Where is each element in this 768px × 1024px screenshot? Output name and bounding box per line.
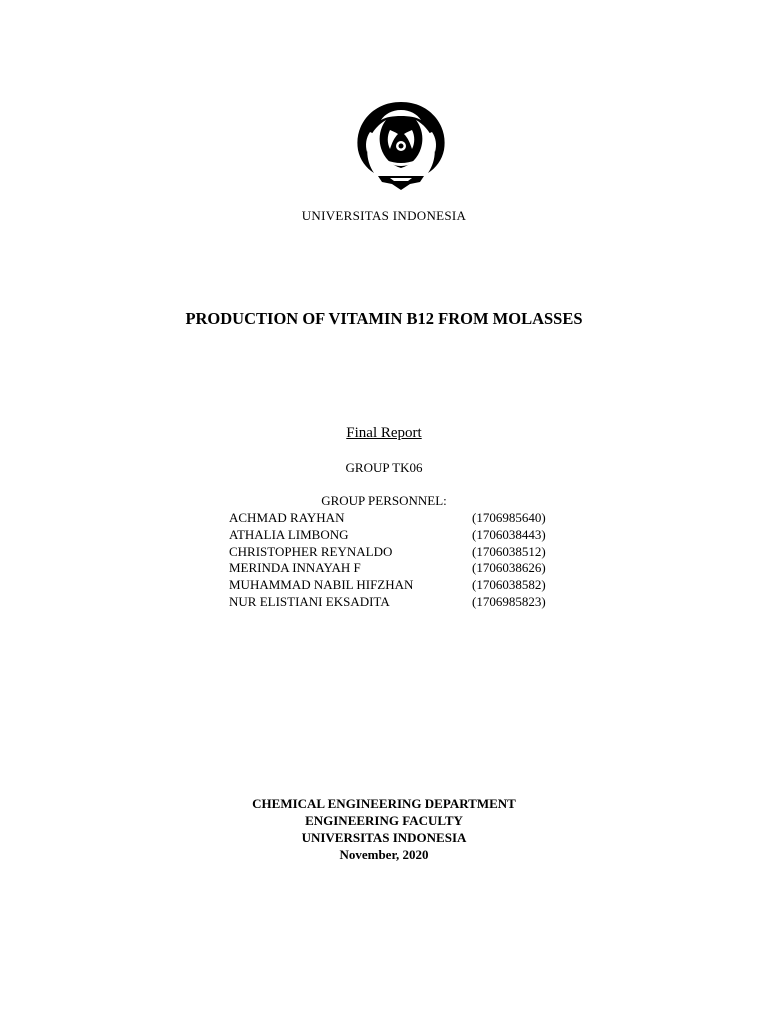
list-item [229, 510, 569, 527]
university-name: UNIVERSITAS INDONESIA [301, 208, 467, 223]
person-name: ACHMAD RAYHAN [229, 510, 345, 525]
person-name: CHRISTOPHER REYNALDO [229, 543, 393, 559]
personnel-heading: GROUP PERSONNEL: [321, 493, 447, 508]
person-name: ATHALIA LIMBONG [229, 526, 349, 542]
department-name: CHEMICAL ENGINEERING DEPARTMENT [252, 796, 516, 811]
person-id: (1706038626) [472, 560, 546, 576]
list-item [229, 527, 569, 544]
list-item [229, 560, 569, 577]
group-label: GROUP TK06 [345, 460, 423, 475]
person-name: MERINDA INNAYAH F [229, 560, 361, 576]
person-name: MUHAMMAD NABIL HIFZHAN [229, 577, 414, 593]
faculty-name: ENGINEERING FACULTY [305, 813, 463, 828]
list-item [229, 544, 569, 561]
person-id: (1706038443) [472, 526, 546, 542]
person-id: (1706985640) [472, 510, 546, 525]
report-type: Final Report [346, 425, 422, 441]
footer-block [0, 795, 768, 863]
footer-university-name: UNIVERSITAS INDONESIA [301, 830, 467, 845]
report-title: PRODUCTION OF VITAMIN B12 FROM MOLASSES [185, 309, 583, 328]
person-name: NUR ELISTIANI EKSADITA [229, 593, 390, 609]
personnel-list [229, 510, 569, 611]
person-id: (1706038582) [472, 577, 546, 593]
list-item [229, 577, 569, 594]
report-date: November, 2020 [339, 847, 429, 862]
person-id: (1706985823) [472, 593, 546, 609]
person-id: (1706038512) [472, 543, 546, 559]
makara-logo-icon [350, 98, 452, 192]
list-item [229, 594, 569, 611]
